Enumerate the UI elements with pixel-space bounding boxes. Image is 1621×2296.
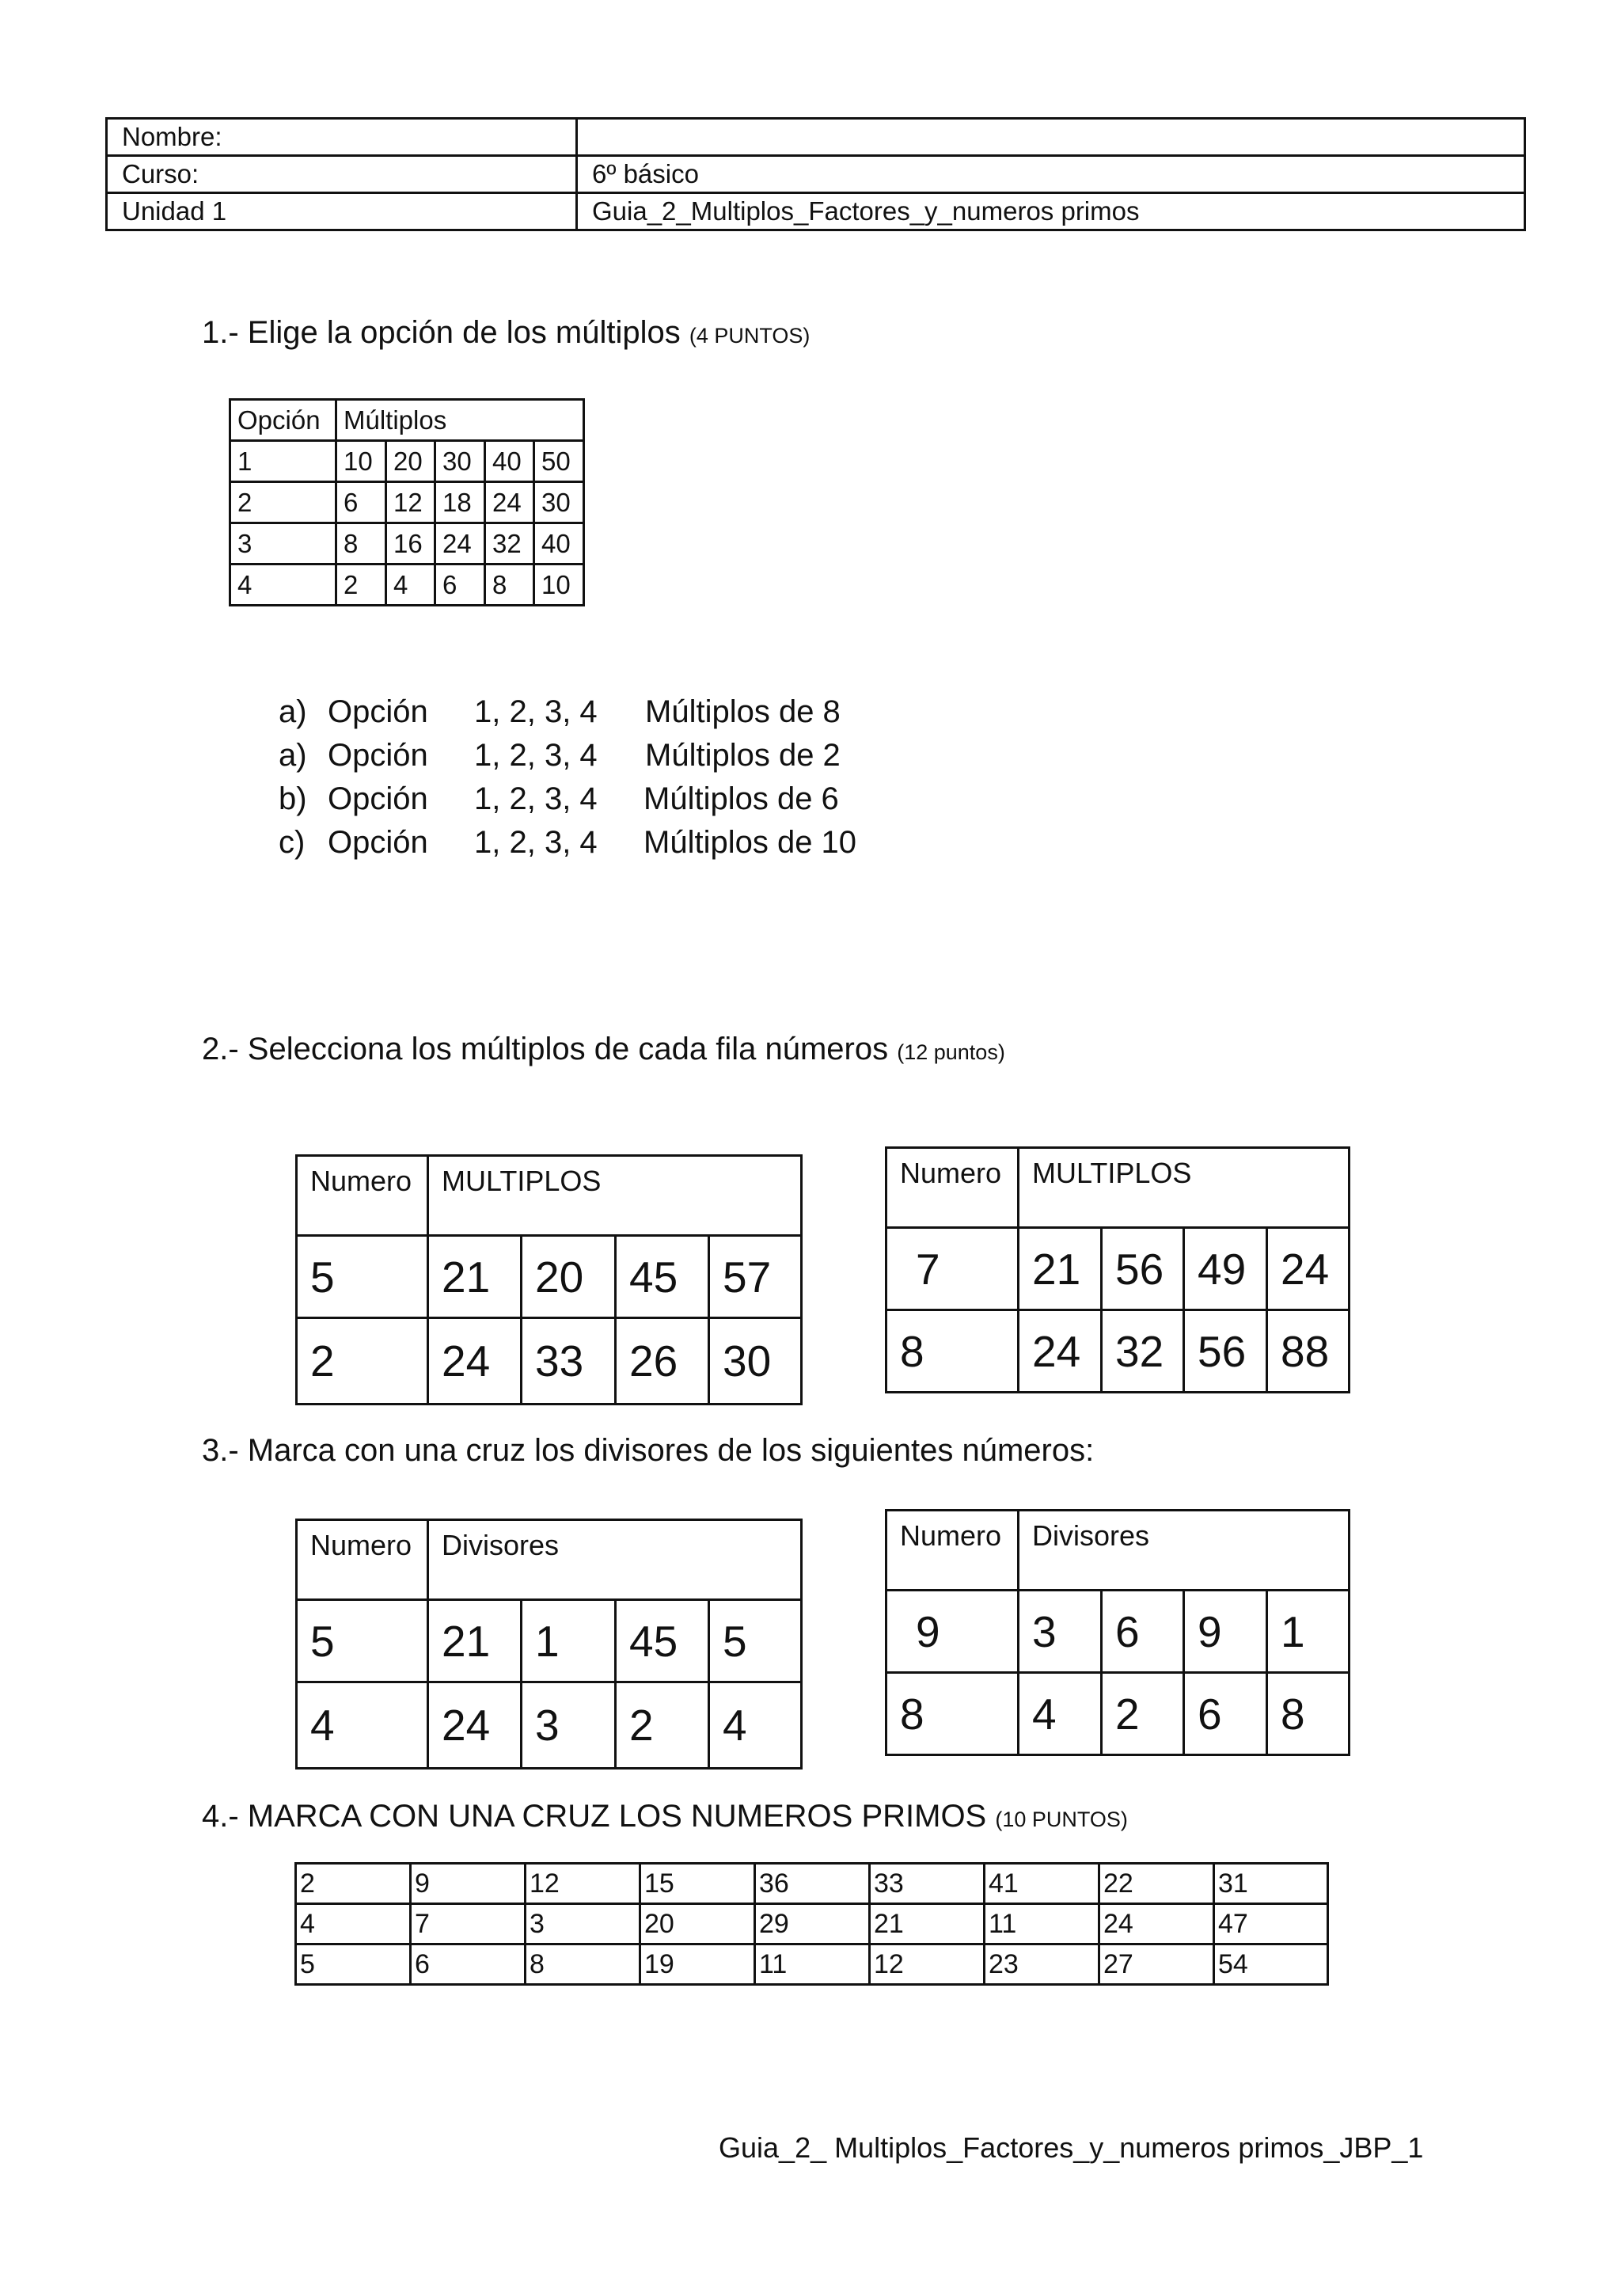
- table-cell: 30: [534, 482, 584, 523]
- q2-points: (12 puntos): [897, 1040, 1005, 1064]
- table-row: [886, 1228, 1350, 1310]
- q2-heading: [202, 1032, 1005, 1067]
- selectable-cell[interactable]: 41: [985, 1864, 1099, 1904]
- selectable-cell[interactable]: 24: [1267, 1228, 1350, 1310]
- table-cell: 40: [485, 441, 534, 482]
- selectable-cell[interactable]: 11: [755, 1944, 870, 1985]
- row-number: 7: [886, 1228, 1019, 1310]
- q1-title: 1.- Elige la opción de los múltiplos: [202, 315, 681, 350]
- q3-title: 3.- Marca con una cruz los divisores de los siguientes números:: [202, 1433, 1095, 1468]
- header-table: [105, 117, 1526, 231]
- page-footer: Guia_2_ Multiplos_Factores_y_numeros primos_JBP_1: [719, 2131, 1424, 2164]
- row-number: 8: [886, 1673, 1019, 1755]
- selectable-cell[interactable]: 45: [616, 1600, 709, 1682]
- selectable-cell[interactable]: 5: [296, 1944, 411, 1985]
- q3-divisors-table-left: [295, 1519, 803, 1770]
- table-row: [886, 1591, 1350, 1673]
- table-row: [297, 1682, 802, 1769]
- table-row: [296, 1944, 1328, 1985]
- selectable-cell[interactable]: 24: [1019, 1310, 1102, 1393]
- selectable-cell[interactable]: 24: [1099, 1904, 1214, 1944]
- q4-heading: [202, 1799, 1128, 1834]
- selectable-cell[interactable]: 4: [296, 1904, 411, 1944]
- table-cell: 6: [336, 482, 386, 523]
- selectable-cell[interactable]: 3: [526, 1904, 640, 1944]
- row-number: 2: [297, 1318, 428, 1405]
- table-cell: 24: [435, 523, 485, 564]
- q3-divisors-table-right: [885, 1509, 1350, 1756]
- selectable-cell[interactable]: 22: [1099, 1864, 1214, 1904]
- selectable-cell[interactable]: 30: [709, 1318, 802, 1405]
- selectable-cell[interactable]: 9: [1184, 1591, 1267, 1673]
- selectable-cell[interactable]: 15: [640, 1864, 755, 1904]
- q4-points: (10 PUNTOS): [995, 1808, 1128, 1831]
- selectable-cell[interactable]: 47: [1214, 1904, 1328, 1944]
- choice-letter: a): [279, 738, 307, 773]
- selectable-cell[interactable]: 8: [526, 1944, 640, 1985]
- option-number: 4: [230, 564, 336, 606]
- column-header: Divisores: [428, 1520, 802, 1600]
- q1-points: (4 PUNTOS): [689, 324, 810, 348]
- selectable-cell[interactable]: 7: [411, 1904, 526, 1944]
- header-row-unidad: [107, 193, 1525, 230]
- table-header-row: [297, 1156, 802, 1236]
- row-number: 8: [886, 1310, 1019, 1393]
- selectable-cell[interactable]: 21: [870, 1904, 985, 1944]
- choice-text: Múltiplos de 10: [643, 825, 857, 860]
- table-row: [230, 441, 584, 482]
- selectable-cell[interactable]: 56: [1184, 1310, 1267, 1393]
- table-row: [296, 1904, 1328, 1944]
- choice-numbers: 1, 2, 3, 4: [474, 825, 598, 860]
- choice-numbers: 1, 2, 3, 4: [474, 781, 598, 816]
- table-cell: 50: [534, 441, 584, 482]
- selectable-cell[interactable]: 1: [1267, 1591, 1350, 1673]
- column-header: Divisores: [1019, 1511, 1350, 1591]
- selectable-cell[interactable]: 12: [526, 1864, 640, 1904]
- choice-letter: b): [279, 781, 307, 816]
- selectable-cell[interactable]: 31: [1214, 1864, 1328, 1904]
- selectable-cell[interactable]: 88: [1267, 1310, 1350, 1393]
- q4-primes-table: [294, 1862, 1329, 1986]
- option-number: 1: [230, 441, 336, 482]
- selectable-cell[interactable]: 32: [1102, 1310, 1184, 1393]
- table-cell: 10: [336, 441, 386, 482]
- name-field[interactable]: [577, 119, 1525, 156]
- table-cell: 24: [485, 482, 534, 523]
- table-cell: 12: [386, 482, 435, 523]
- table-row: [296, 1864, 1328, 1904]
- table-header-row: [886, 1148, 1350, 1228]
- selectable-cell[interactable]: 24: [428, 1318, 522, 1405]
- table-row: [886, 1673, 1350, 1755]
- choice-letter: c): [279, 825, 306, 860]
- option-number: 3: [230, 523, 336, 564]
- selectable-cell[interactable]: 45: [616, 1236, 709, 1318]
- selectable-cell[interactable]: 29: [755, 1904, 870, 1944]
- choice-numbers: 1, 2, 3, 4: [474, 694, 598, 729]
- selectable-cell[interactable]: 1: [522, 1600, 616, 1682]
- choice-word: Opción: [328, 781, 428, 816]
- column-header: MULTIPLOS: [1019, 1148, 1350, 1228]
- table-cell: 32: [485, 523, 534, 564]
- table-cell: 6: [435, 564, 485, 606]
- selectable-cell[interactable]: 3: [522, 1682, 616, 1769]
- table-header-row: [886, 1511, 1350, 1591]
- selectable-cell[interactable]: 20: [640, 1904, 755, 1944]
- table-cell: 2: [336, 564, 386, 606]
- choice-text: Múltiplos de 2: [645, 738, 841, 773]
- table-row: [230, 482, 584, 523]
- selectable-cell[interactable]: 2: [616, 1682, 709, 1769]
- selectable-cell[interactable]: 20: [522, 1236, 616, 1318]
- table-header-row: [230, 400, 584, 441]
- q1-heading: [202, 315, 810, 351]
- header-label: Unidad 1: [107, 193, 577, 230]
- table-cell: 20: [386, 441, 435, 482]
- choice-text: Múltiplos de 8: [645, 694, 841, 729]
- q3-heading: [202, 1433, 1094, 1469]
- row-number: 5: [297, 1600, 428, 1682]
- column-header: Numero: [297, 1520, 428, 1600]
- column-header: Opción: [230, 400, 336, 441]
- column-header: Numero: [886, 1148, 1019, 1228]
- selectable-cell[interactable]: 33: [522, 1318, 616, 1405]
- selectable-cell[interactable]: 56: [1102, 1228, 1184, 1310]
- q2-title: 2.- Selecciona los múltiplos de cada fila números: [202, 1032, 889, 1066]
- selectable-cell[interactable]: 3: [1019, 1591, 1102, 1673]
- table-cell: 30: [435, 441, 485, 482]
- choice-word: Opción: [328, 694, 428, 729]
- choice-word: Opción: [328, 825, 428, 860]
- table-row: [297, 1318, 802, 1405]
- selectable-cell[interactable]: 21: [428, 1236, 522, 1318]
- column-header: MULTIPLOS: [428, 1156, 802, 1236]
- selectable-cell[interactable]: 4: [1019, 1673, 1102, 1755]
- selectable-cell[interactable]: 8: [1267, 1673, 1350, 1755]
- selectable-cell[interactable]: 9: [411, 1864, 526, 1904]
- table-cell: 4: [386, 564, 435, 606]
- choice-letter: a): [279, 694, 307, 729]
- selectable-cell[interactable]: 4: [709, 1682, 802, 1769]
- table-cell: 8: [485, 564, 534, 606]
- column-header: Múltiplos: [336, 400, 584, 441]
- selectable-cell[interactable]: 24: [428, 1682, 522, 1769]
- selectable-cell[interactable]: 11: [985, 1904, 1099, 1944]
- row-number: 5: [297, 1236, 428, 1318]
- selectable-cell[interactable]: 21: [1019, 1228, 1102, 1310]
- table-row: [886, 1310, 1350, 1393]
- table-row: [297, 1600, 802, 1682]
- table-header-row: [297, 1520, 802, 1600]
- header-label: Nombre:: [107, 119, 577, 156]
- selectable-cell[interactable]: 2: [296, 1864, 411, 1904]
- selectable-cell[interactable]: 54: [1214, 1944, 1328, 1985]
- selectable-cell[interactable]: 2: [1102, 1673, 1184, 1755]
- header-value: Guia_2_Multiplos_Factores_y_numeros primos: [577, 193, 1525, 230]
- header-value: 6º básico: [577, 156, 1525, 193]
- table-cell: 40: [534, 523, 584, 564]
- selectable-cell[interactable]: 6: [1184, 1673, 1267, 1755]
- selectable-cell[interactable]: 49: [1184, 1228, 1267, 1310]
- header-row-curso: [107, 156, 1525, 193]
- choice-numbers: 1, 2, 3, 4: [474, 738, 598, 773]
- q4-title: 4.- MARCA CON UNA CRUZ LOS NUMEROS PRIMOS: [202, 1799, 987, 1834]
- row-number: 4: [297, 1682, 428, 1769]
- header-row-nombre: [107, 119, 1525, 156]
- selectable-cell[interactable]: 6: [1102, 1591, 1184, 1673]
- table-cell: 18: [435, 482, 485, 523]
- selectable-cell[interactable]: 23: [985, 1944, 1099, 1985]
- selectable-cell[interactable]: 12: [870, 1944, 985, 1985]
- table-cell: 16: [386, 523, 435, 564]
- table-row: [230, 564, 584, 606]
- header-label: Curso:: [107, 156, 577, 193]
- table-cell: 10: [534, 564, 584, 606]
- table-row: [230, 523, 584, 564]
- q1-options-table: [229, 398, 585, 606]
- selectable-cell[interactable]: 19: [640, 1944, 755, 1985]
- selectable-cell[interactable]: 5: [709, 1600, 802, 1682]
- q2-multiples-table-left: [295, 1154, 803, 1405]
- choice-word: Opción: [328, 738, 428, 773]
- option-number: 2: [230, 482, 336, 523]
- selectable-cell[interactable]: 6: [411, 1944, 526, 1985]
- selectable-cell[interactable]: 33: [870, 1864, 985, 1904]
- q2-multiples-table-right: [885, 1146, 1350, 1393]
- column-header: Numero: [297, 1156, 428, 1236]
- selectable-cell[interactable]: 27: [1099, 1944, 1214, 1985]
- table-cell: 8: [336, 523, 386, 564]
- choice-text: Múltiplos de 6: [643, 781, 839, 816]
- selectable-cell[interactable]: 36: [755, 1864, 870, 1904]
- selectable-cell[interactable]: 21: [428, 1600, 522, 1682]
- selectable-cell[interactable]: 26: [616, 1318, 709, 1405]
- table-row: [297, 1236, 802, 1318]
- selectable-cell[interactable]: 57: [709, 1236, 802, 1318]
- row-number: 9: [886, 1591, 1019, 1673]
- column-header: Numero: [886, 1511, 1019, 1591]
